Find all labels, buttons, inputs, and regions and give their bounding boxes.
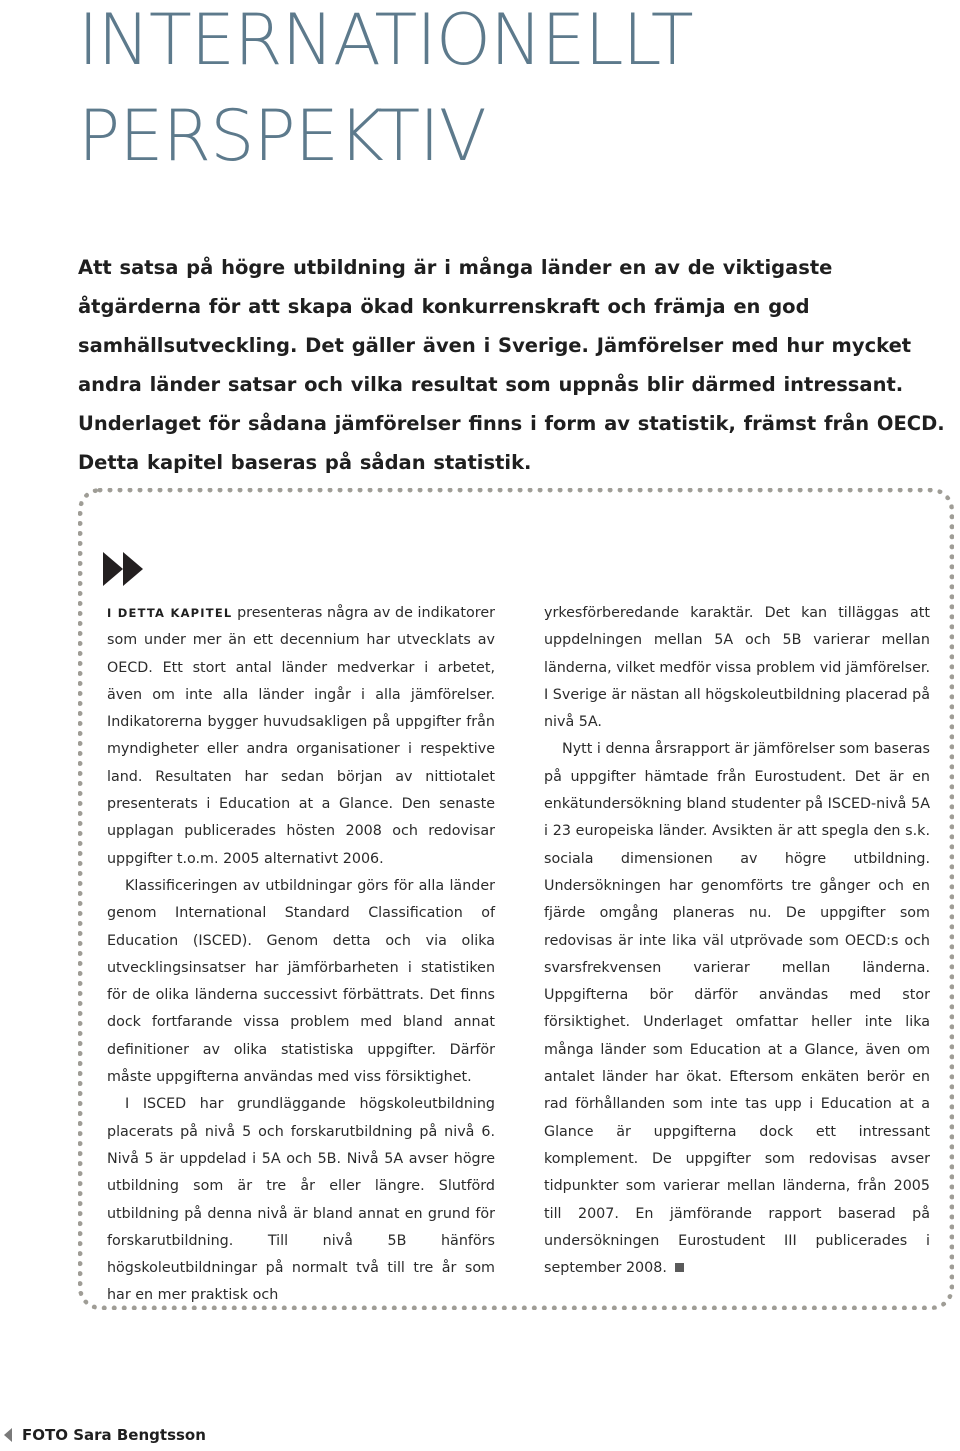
fast-forward-icon: [103, 552, 145, 586]
page-title: [78, 0, 693, 184]
box-left-column: [107, 600, 495, 1310]
box-paragraph-3: I ISCED har grundläggande högskoleutbildning placerats på nivå 5 och forskarutbildning på nivå 6. Nivå 5 är uppdelad i 5A och 5B. Nivå 5A avser högre utbildning som är tre år eller längre. Slutförd utbildning på denna nivå är bland annat en grund för forskarutbildning. Till nivå 5B hänförs högskoleutbildningar på normalt två till tre år som har en mer praktisk och: [107, 1096, 495, 1304]
intro-paragraph: Att satsa på högre utbildning är i många länder en av de viktigaste åtgärderna för att skapa ökad konkurrenskraft och främja en god samhällsutveckling. Det gäller även i Sverige. Jämförelser med hur mycket andra länder satsar och vilka resultat som uppnås blir därmed intressant. Underlaget för sådana jämförelser finns i form av statistik, främst från OECD. Detta kapitel baseras på sådan statistik.: [78, 256, 945, 474]
chapter-kicker: I DETTA KAPITEL: [107, 606, 233, 620]
box-paragraph-5-text: Nytt i denna årsrapport är jämförelser som baseras på uppgifter hämtade från Eurostudent. Det är en enkätundersökning bland studenter på ISCED-nivå 5A i 23 europeiska länder. Avsikten är att spegla den s.k. sociala dimensionen av högre utbildning. Undersökningen har genomförts tre gånger och en fjärde omgång planeras nu. De uppgifter som redovisas är inte lika väl utprövade som OECD:s och svarsfrekvensen varierar mellan länderna. Uppgifterna bör därför användas med stor försiktighet. Underlaget omfattar heller inte lika många länder som Education at a Glance, även om antalet länder har ökat. Eftersom enkäten berör en rad förhållanden som inte tas upp i Education at a Glance är uppgifterna dock ett intressant komplement. De uppgifter som redovisas avser tidpunkter som varierar mellan länderna, från 2005 till 2007. En jämförande rapport baserad på undersökningen Eurostudent III publicerades i september 2008.: [544, 741, 930, 1277]
photo-credit: [4, 1426, 206, 1444]
box-right-column: [544, 600, 930, 1282]
title-line-1: INTERNATIONELLT: [78, 0, 693, 81]
end-of-article-icon: [675, 1263, 684, 1272]
box-paragraph-5: [544, 736, 930, 1282]
box-paragraph-4: yrkesförberedande karaktär. Det kan tilläggas att uppdelningen mellan 5A och 5B varierar mellan länderna, vilket medför vissa problem vid jämförelser. I Sverige är nästan all högskoleutbildning placerad på nivå 5A.: [544, 605, 930, 731]
box-paragraph-1: [107, 600, 495, 873]
box-paragraph-2: Klassificeringen av utbildningar görs för alla länder genom International Standard Classification of Education (ISCED). Genom detta och via olika utvecklingsinsatser har jämförbarheten i statistiken för de olika länderna successivt förbättrats. Det finns dock fortfarande vissa problem med bland annat definitioner av olika statistiska uppgifter. Därför måste uppgifterna användas med viss försiktighet.: [107, 877, 495, 1086]
photo-credit-text: FOTO Sara Bengtsson: [22, 1426, 206, 1444]
box-paragraph-1-text: presenteras några av de indikatorer som under mer än ett decennium har utvecklats av OECD. Ett stort antal länder medverkar i arbetet, även om inte alla länder ingår i alla jämförelser. Indikatorerna bygger huvudsakligen på uppgifter från myndigheter eller andra organisationer i respektive land. Resultaten har sedan början av nittiotalet presenterats i Education at a Glance. Den senaste upplagan publicerades hösten 2008 och redovisar uppgifter t.o.m. 2005 alternativt 2006.: [107, 605, 496, 867]
title-line-2: PERSPEKTIV: [78, 95, 486, 177]
triangle-left-icon: [4, 1428, 12, 1442]
